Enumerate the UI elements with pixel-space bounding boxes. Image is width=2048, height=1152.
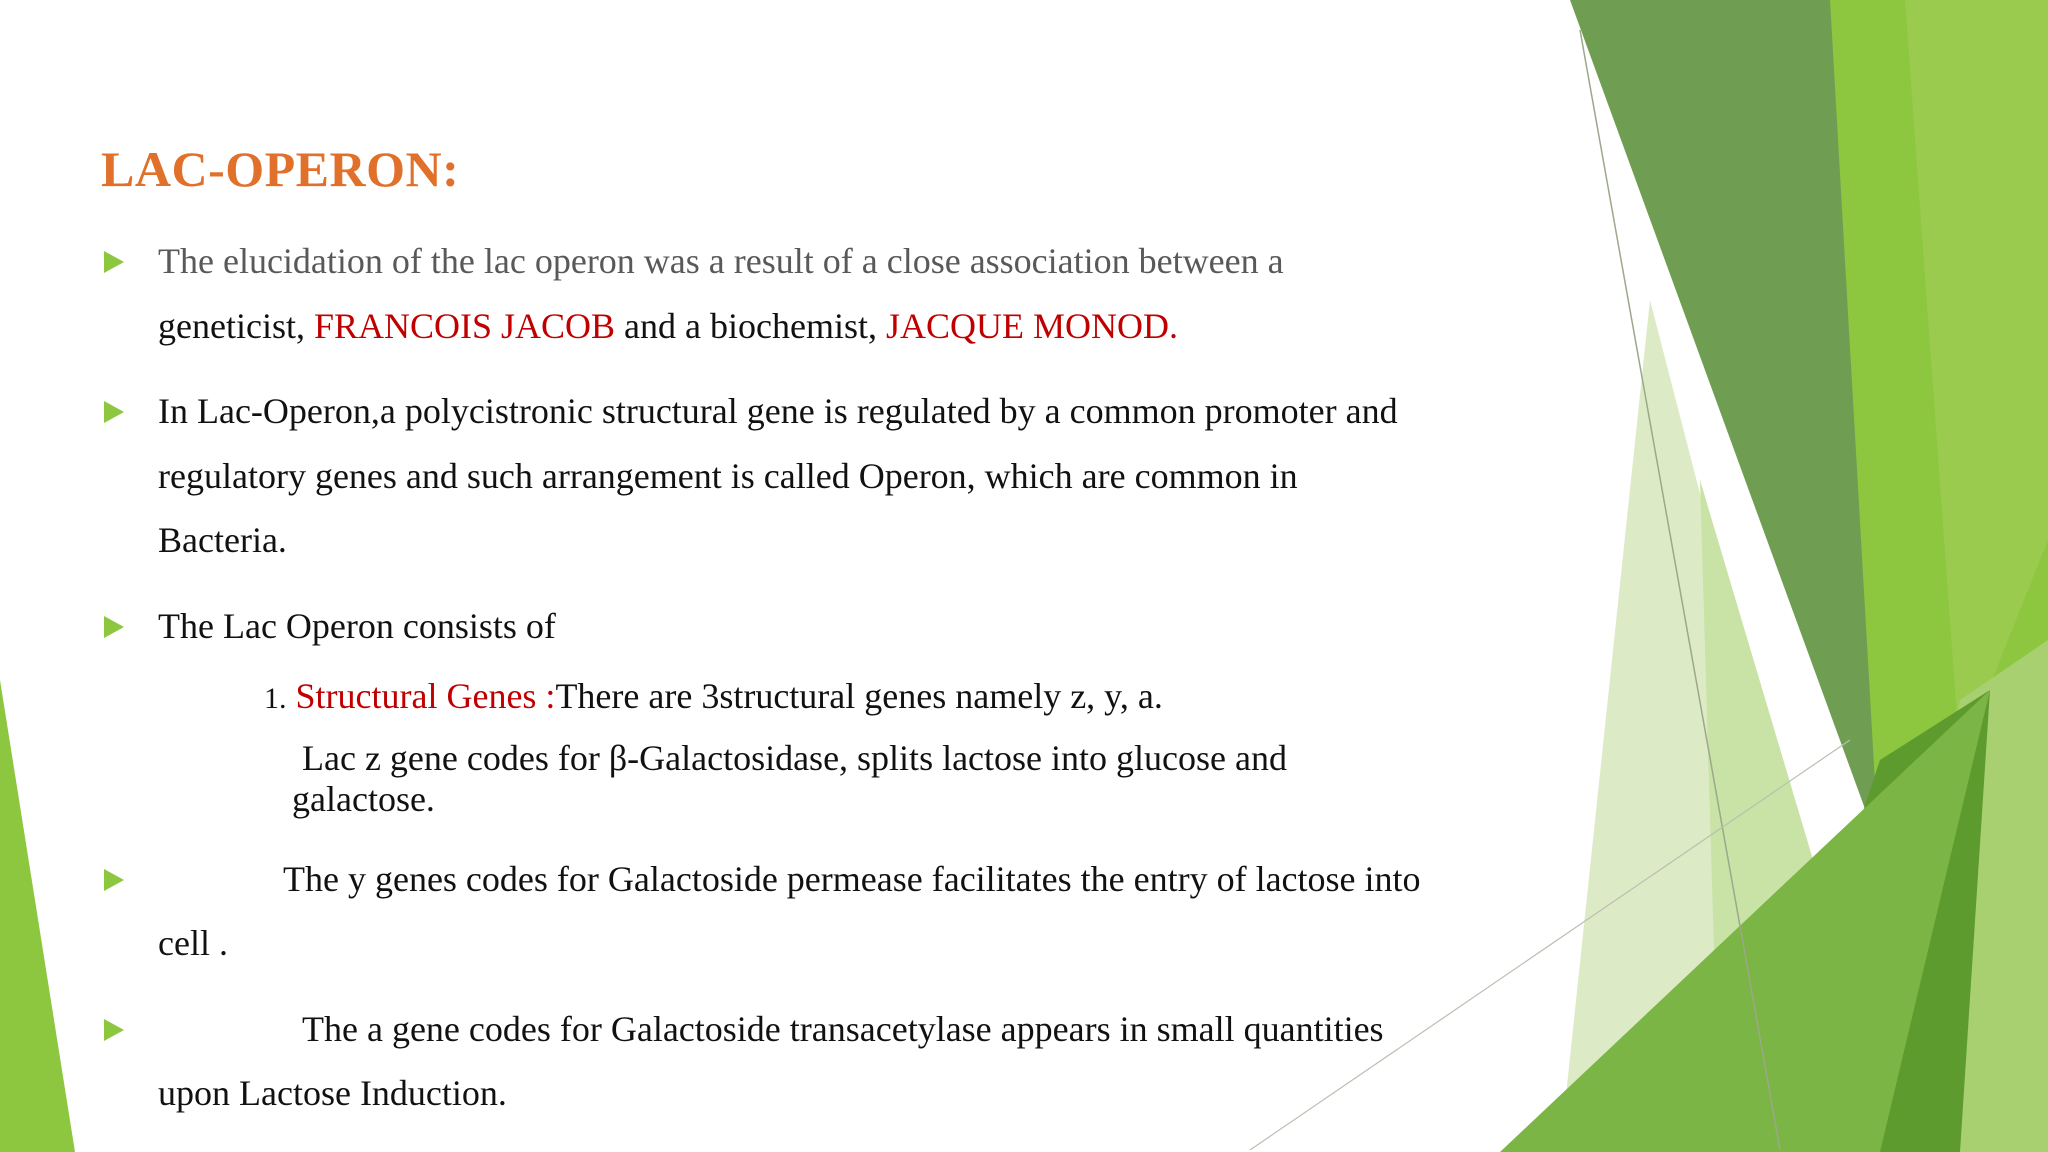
bullet-arrow-icon xyxy=(104,1019,124,1041)
lac-z-line-2: galactose. xyxy=(292,779,435,819)
bullet-arrow-icon xyxy=(104,401,124,423)
slide-title: LAC-OPERON: xyxy=(101,141,460,197)
bullet-arrow-icon xyxy=(104,869,124,891)
bullet-arrow-icon xyxy=(104,616,124,638)
bullet-2-line-3: Bacteria. xyxy=(158,520,287,560)
name-francois-jacob: FRANCOIS JACOB xyxy=(313,306,616,346)
bullet-5-line-1: The a gene codes for Galactoside transacetylase appears in small quantities xyxy=(302,1009,1384,1049)
numbered-item-1 xyxy=(264,675,1163,717)
structural-genes-label: Structural Genes : xyxy=(295,676,556,716)
bullet-1-text-a: geneticist, xyxy=(158,306,314,346)
bullet-4-line-1: The y genes codes for Galactoside permease facilitates the entry of lactose into xyxy=(283,859,1421,899)
name-jacque-monod: JACQUE MONOD. xyxy=(885,306,1178,346)
bullet-1-line-2 xyxy=(158,305,1178,347)
bullet-2-line-1: In Lac-Operon,a polycistronic structural gene is regulated by a common promoter and xyxy=(158,391,1398,431)
bullet-5-line-2: upon Lactose Induction. xyxy=(158,1073,507,1113)
lac-z-line-1: Lac z gene codes for β-Galactosidase, splits lactose into glucose and xyxy=(302,738,1287,778)
structural-genes-text: There are 3structural genes namely z, y, a. xyxy=(555,676,1163,716)
bullet-3-line-1: The Lac Operon consists of xyxy=(158,606,556,646)
bullet-2-line-2: regulatory genes and such arrangement is called Operon, which are common in xyxy=(158,456,1298,496)
left-green-sliver xyxy=(0,680,75,1152)
bullet-arrow-icon xyxy=(104,251,124,273)
item-number: 1. xyxy=(264,682,287,715)
bullet-4-line-2: cell . xyxy=(158,923,228,963)
bullet-1-text-b: and a biochemist, xyxy=(615,306,886,346)
bullet-1-line-1: The elucidation of the lac operon was a result of a close association between a xyxy=(158,241,1284,281)
